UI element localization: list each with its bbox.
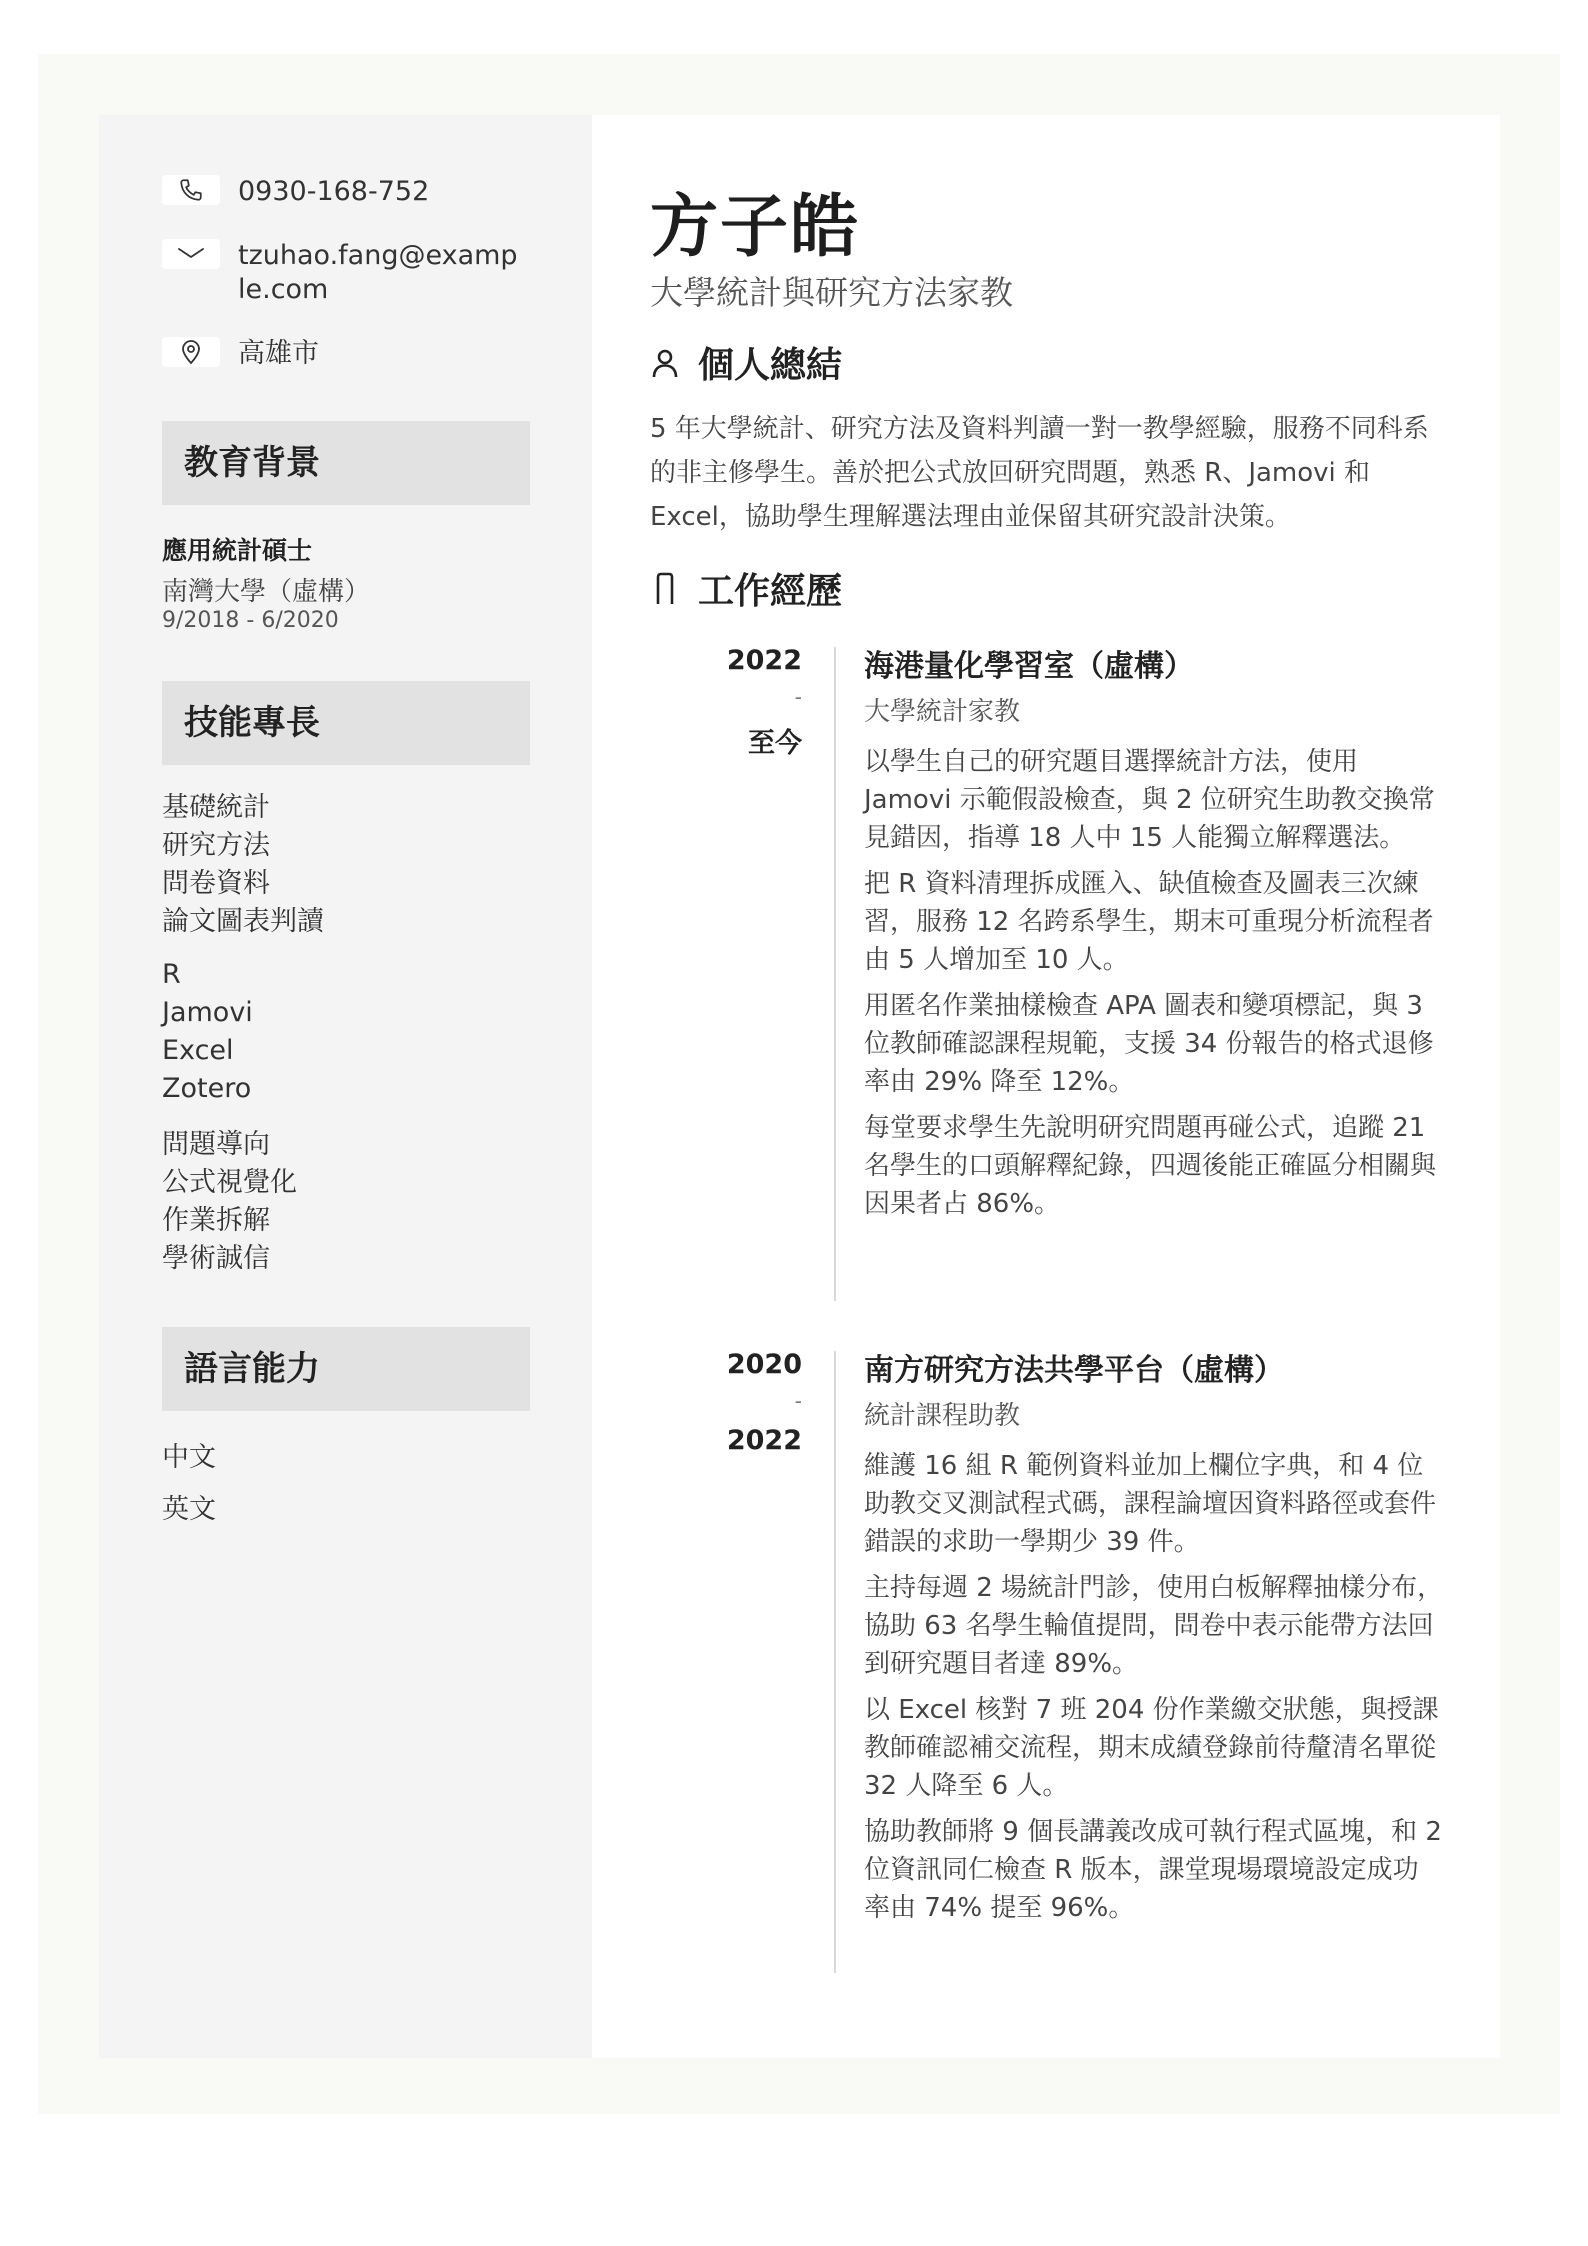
timeline-line [834, 647, 836, 1301]
education-dates: 9/2018 - 6/2020 [162, 608, 339, 633]
email-address[interactable]: tzuhao.fang@example.com [238, 240, 518, 305]
skill-item: 基礎統計 [162, 792, 270, 823]
job-company: 南方研究方法共學平台（虛構） [864, 1353, 1284, 1388]
skill-item: R [162, 959, 181, 990]
education-school: 南灣大學（虛構） [162, 577, 371, 607]
skill-item: 問題導向 [162, 1129, 270, 1160]
summary-text: 5 年大學統計、研究方法及資料判讀一對一教學經驗，服務不同科系的非主修學生。善於把公式放回研究問題，熟悉 R、Jamovi 和 Excel，協助學生理解選法理由並保留其研究設計決策。 [650, 414, 1429, 532]
skill-item: 問卷資料 [162, 868, 270, 899]
language-item: 英文 [162, 1494, 216, 1525]
job-bullet: 主持每週 2 場統計門診，使用白板解釋抽樣分布，協助 63 名學生輪值提問，問卷中表示能帶方法回到研究題目者達 89%。 [864, 1573, 1444, 1679]
sidebar [99, 115, 592, 2058]
job-bullet: 用匿名作業抽樣檢查 APA 圖表和變項標記，與 3 位教師確認課程規範，支援 34 份報告的格式退修率由 29% 降至 12%。 [864, 991, 1434, 1097]
job-entry [864, 1351, 1444, 1935]
skill-item: Zotero [162, 1073, 252, 1104]
skill-item: 論文圖表判讀 [162, 906, 324, 937]
skill-item: 公式視覺化 [162, 1167, 297, 1198]
job-role: 統計課程助教 [864, 1401, 1021, 1431]
job-end-date: 2022 [726, 1425, 802, 1456]
skill-item: 作業拆解 [162, 1205, 270, 1236]
job-bullet: 維護 16 組 R 範例資料並加上欄位字典，和 4 位助教交叉測試程式碼，課程論壇因資料路徑或套件錯誤的求助一學期少 39 件。 [864, 1451, 1437, 1557]
location-text: 高雄市 [238, 338, 319, 369]
job-bullet: 以 Excel 核對 7 班 204 份作業繳交狀態，與授課教師確認補交流程，期末成績登錄前待釐清名單從 32 人降至 6 人。 [864, 1695, 1439, 1801]
contact-phone [162, 175, 518, 209]
person-icon [650, 345, 680, 381]
skill-item: 研究方法 [162, 830, 270, 861]
contact-location [162, 337, 518, 371]
date-dash: - [794, 1389, 802, 1413]
job-role: 大學統計家教 [864, 697, 1021, 727]
language-item: 中文 [162, 1442, 216, 1473]
skill-group-soft [162, 1126, 297, 1278]
summary-heading: 個人總結 [698, 345, 843, 386]
job-bullet: 以學生自己的研究題目選擇統計方法，使用 Jamovi 示範假設檢查，與 2 位研究生助教交換常見錯因，指導 18 人中 15 人能獨立解釋選法。 [864, 747, 1435, 853]
job-entry [864, 647, 1444, 1231]
skill-item: Jamovi [162, 997, 253, 1028]
skill-group-tools [162, 956, 253, 1108]
job-bullet: 協助教師將 9 個長講義改成可執行程式區塊，和 2 位資訊同仁檢查 R 版本，課堂現場環境設定成功率由 74% 提至 96%。 [864, 1817, 1442, 1923]
candidate-title: 大學統計與研究方法家教 [650, 273, 1013, 312]
job-start-date: 2020 [726, 1349, 802, 1380]
skills-heading: 技能專長 [162, 681, 530, 765]
education-heading: 教育背景 [162, 421, 530, 505]
job-bullet: 把 R 資料清理拆成匯入、缺值檢查及圖表三次練習，服務 12 名跨系學生，期末可重現分析流程者由 5 人增加至 10 人。 [864, 869, 1434, 975]
job-end-date: 至今 [748, 728, 802, 759]
phone-number[interactable]: 0930-168-752 [238, 176, 430, 207]
skill-item: 學術誠信 [162, 1243, 270, 1274]
date-dash: - [794, 685, 802, 709]
education-degree: 應用統計碩士 [162, 536, 313, 565]
summary-section-header [650, 337, 842, 388]
candidate-name: 方子皓 [650, 188, 861, 267]
job-bullet: 每堂要求學生先說明研究問題再碰公式，追蹤 21 名學生的口頭解釋紀錄，四週後能正確區分相關與因果者占 86%。 [864, 1113, 1437, 1219]
timeline-line [834, 1351, 836, 1973]
location-pin-icon [162, 337, 220, 367]
mail-icon [162, 239, 220, 269]
briefcase-icon [650, 571, 680, 607]
contact-email [162, 239, 518, 307]
job-start-date: 2022 [726, 645, 802, 676]
skill-group-knowledge [162, 789, 324, 941]
experience-section-header [650, 563, 842, 614]
languages-heading: 語言能力 [162, 1327, 530, 1411]
resume-sheet [99, 115, 1500, 2058]
phone-icon [162, 175, 220, 205]
main-content [592, 115, 1500, 2058]
skill-item: Excel [162, 1035, 234, 1066]
job-company: 海港量化學習室（虛構） [864, 649, 1194, 684]
experience-heading: 工作經歷 [698, 571, 843, 612]
